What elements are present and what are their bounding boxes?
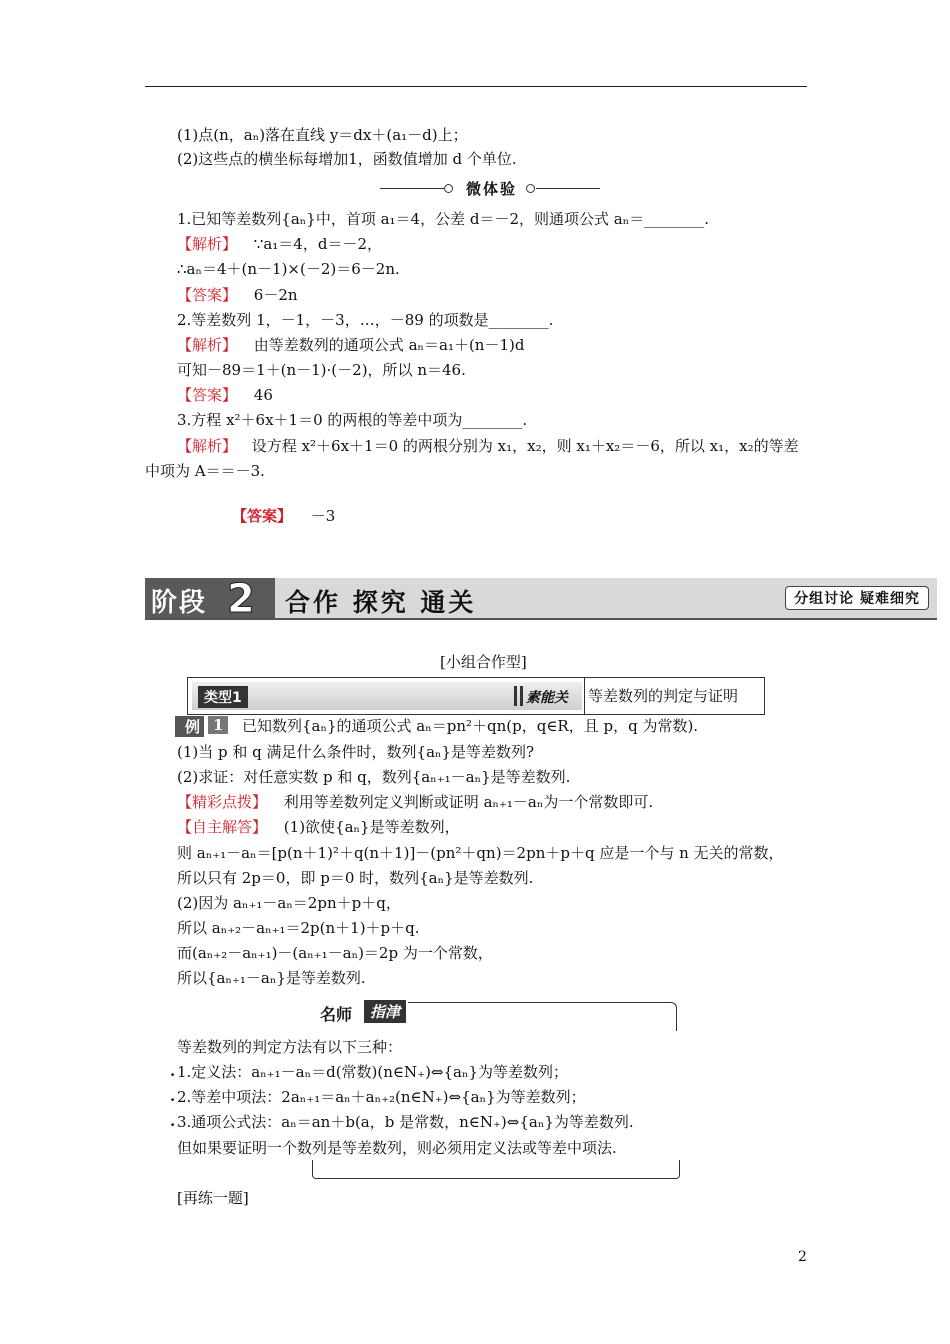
mingshi-header	[312, 1000, 678, 1030]
type-slogan: 素能关	[526, 690, 568, 706]
stage-number: 2	[227, 576, 255, 622]
mingshi-intro: 等差数列的判定方法有以下三种：	[177, 1038, 403, 1056]
analysis-text: 由等差数列的通项公式 aₙ＝a₁＋(n－1)d	[253, 336, 525, 354]
analysis-text: ∵a₁＝4，d＝－2，	[253, 235, 382, 253]
solution-line: (2)因为 aₙ₊₁－aₙ＝2pn＋p＋q，	[177, 894, 401, 912]
stage-tag: 分组讨论 疑难细究	[785, 586, 929, 610]
solution-tag: 【自主解答】	[177, 818, 268, 836]
q2-answer	[177, 383, 273, 407]
method-2: 2.等差中项法：2aₙ₊₁＝aₙ＋aₙ₊₂(n∈N₊)⇔{aₙ}为等差数列；	[177, 1088, 586, 1106]
q3-answer	[232, 504, 335, 528]
solution-line: 则 aₙ₊₁－aₙ＝[p(n＋1)²＋q(n＋1)]－(pn²＋qn)＝2pn＋p＋q 应是一个与 n 无关的常数，	[177, 844, 784, 862]
analysis-tag: 【解析】	[177, 235, 238, 253]
example-question: 已知数列{aₙ}的通项公式 aₙ＝pn²＋qn(p，q∈R，且 p，q 为常数).	[242, 717, 699, 735]
mingshi-stamp: 指津	[364, 1000, 406, 1023]
solution-line: 所以{aₙ₊₁－aₙ}是等差数列.	[177, 969, 366, 987]
circle-icon	[444, 184, 453, 193]
bullet-dot-icon: .	[170, 1062, 176, 1080]
group-label: [小组合作型]	[440, 653, 527, 671]
example-solution	[177, 815, 460, 839]
stage-title: 合作 探究 通关	[285, 588, 477, 617]
mingshi-bottom-bracket	[312, 1160, 680, 1179]
intro-line-1: (1)点(n，aₙ)落在直线 y＝dx＋(a₁－d)上；	[177, 126, 468, 144]
q1-question: 1.已知等差数列{aₙ}中，首项 a₁＝4，公差 d＝－2，则通项公式 aₙ＝________.	[177, 210, 709, 228]
q2-question: 2.等差数列 1，－1，－3，…，－89 的项数是________.	[177, 311, 554, 329]
example-part-1: (1)当 p 和 q 满足什么条件时，数列{aₙ}是等差数列?	[177, 743, 535, 761]
weitiyan-title: 微体验	[466, 180, 518, 198]
weitiyan-banner	[380, 178, 600, 198]
type-title: 等差数列的判定与证明	[588, 687, 739, 705]
example-tag: 例	[175, 716, 204, 737]
method-1: 1.定义法：aₙ₊₁－aₙ＝d(常数)(n∈N₊)⇔{aₙ}为等差数列；	[177, 1063, 569, 1081]
analysis-text: 设方程 x²＋6x＋1＝0 的两根分别为 x₁，x₂，则 x₁＋x₂＝－6，所以 x₁，x₂的等差	[251, 437, 799, 455]
bullet-dot-icon: .	[170, 1087, 176, 1105]
bullet-dot-icon: .	[170, 1112, 176, 1130]
analysis-tag: 【解析】	[177, 437, 238, 455]
example-number: 1	[208, 716, 228, 734]
solution-line: 所以只有 2p＝0，即 p＝0 时，数列{aₙ}是等差数列.	[177, 869, 534, 887]
solution-line: 所以 aₙ₊₂－aₙ₊₁＝2p(n＋1)＋p＋q.	[177, 919, 420, 937]
q1-analysis	[177, 232, 382, 256]
solution-text: (1)欲使{aₙ}是等差数列，	[283, 818, 460, 836]
solution-line: 而(aₙ₊₂－aₙ₊₁)－(aₙ₊₁－aₙ)＝2p 为一个常数，	[177, 944, 493, 962]
answer-text: －3	[310, 507, 336, 525]
method-3: 3.通项公式法：aₙ＝an＋b(a，b 是常数，n∈N₊)⇔{aₙ}为等差数列.	[177, 1113, 634, 1131]
example-part-2: (2)求证：对任意实数 p 和 q，数列{aₙ₊₁－aₙ}是等差数列.	[177, 768, 571, 786]
header-rule	[145, 86, 807, 87]
answer-tag: 【答案】	[232, 507, 293, 525]
hint-text: 利用等差数列定义判断或证明 aₙ₊₁－aₙ为一个常数即可.	[283, 793, 654, 811]
example-hint	[177, 790, 653, 814]
q1-analysis-line-2: ∴aₙ＝4＋(n－1)×(－2)＝6－2n.	[177, 260, 400, 278]
q3-analysis	[177, 434, 799, 458]
intro-line-2: (2)这些点的横坐标每增加1，函数值增加 d 个单位.	[177, 150, 517, 168]
q3-question: 3.方程 x²＋6x＋1＝0 的两根的等差中项为________.	[177, 411, 528, 429]
q2-analysis-line-2: 可知－89＝1＋(n－1)·(－2)，所以 n＝46.	[177, 361, 466, 379]
page-number: 2	[798, 1249, 807, 1265]
stage-word: 阶段	[151, 588, 208, 618]
mingshi-note: 但如果要证明一个数列是等差数列，则必须用定义法或等差中项法.	[177, 1139, 617, 1157]
answer-tag: 【答案】	[177, 286, 238, 304]
circle-icon	[526, 184, 535, 193]
answer-text: 6－2n	[253, 286, 298, 304]
mingshi-label: 名师	[320, 1005, 353, 1024]
answer-text: 46	[253, 386, 273, 404]
practice-label: [再练一题]	[177, 1189, 249, 1207]
divider-bars-icon	[514, 686, 523, 706]
analysis-tag: 【解析】	[177, 336, 238, 354]
q3-analysis-line-2: 中项为 A＝＝－3.	[145, 462, 265, 480]
hint-tag: 【精彩点拨】	[177, 793, 268, 811]
stage-banner	[145, 578, 937, 620]
q1-answer	[177, 283, 298, 307]
type-box	[187, 677, 765, 715]
q2-analysis	[177, 333, 524, 357]
type-label: 类型1	[198, 686, 248, 708]
answer-tag: 【答案】	[177, 386, 238, 404]
